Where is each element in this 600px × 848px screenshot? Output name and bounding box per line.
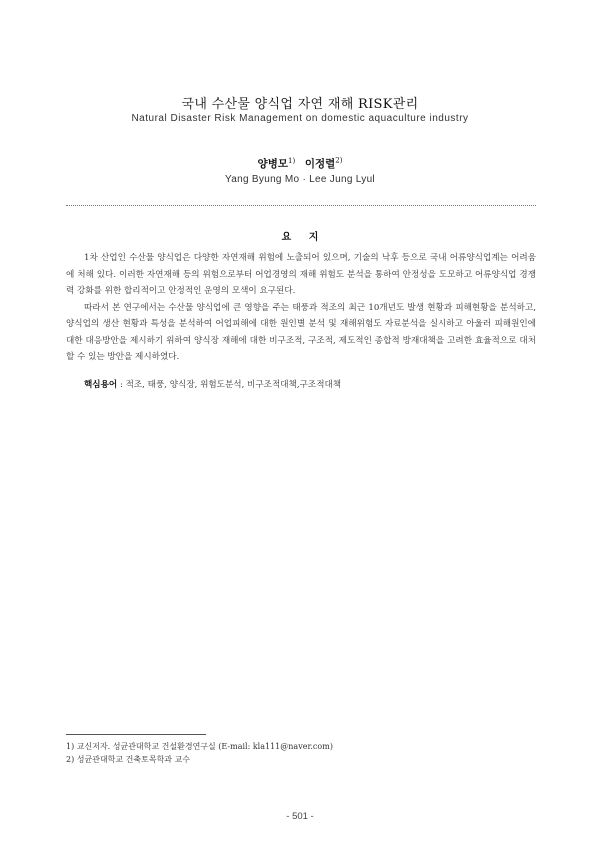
authors-korean [0,156,600,171]
dotted-divider [66,205,536,206]
abstract-body [66,250,536,366]
paper-title-english: Natural Disaster Risk Management on domestic aquaculture industry [131,113,469,124]
footnote-1: 1) 교신저자. 성균관대학교 건설환경연구실 (E-mail: kla111@naver.com) [66,742,333,751]
author-1 [258,158,302,170]
abstract-paragraph-1: 1차 산업인 수산물 양식업은 다양한 자연재해 위험에 노출되어 있으며, 기술의 낙후 등으로 국내 어류양식업계는 어려움에 처해 있다. 이러한 자연재해 등의 위험으로부터 어업경영의 재해 위험도 분석을 통하여 안정성을 도모하고 어류양식업 경쟁력 강화를 위한 합리적이고 안정적인 운영의 모색이 요구된다. [66,253,536,296]
abstract-heading: 요 지 [281,232,319,243]
keywords-separator: : [117,380,126,390]
footnote-rule [66,734,206,735]
author-1-footnote-mark[interactable]: 1) [287,156,296,165]
keywords-text: 적조, 태풍, 양식장, 위험도분석, 비구조적대책,구조적대책 [125,380,342,390]
footnotes [66,740,536,766]
footnote-2: 2) 성균관대학교 건축토목학과 교수 [66,755,191,764]
paper-title-korean: 국내 수산물 양식업 자연 재해 RISK관리 [181,97,419,112]
abstract-paragraph-2: 따라서 본 연구에서는 수산물 양식업에 큰 영향을 주는 태풍과 적조의 최근 10개년도 발생 현황과 피해현황을 분석하고, 양식업의 생산 현황과 특성을 분석하여 어업피해에 대한 원인별 분석 및 재해위험도 자료분석을 실시하고 아울러 피해원인에 대한 대응방안을 제시하기 위하여 양식장 재해에 대한 비구조적, 구조적, 제도적인 종합적 방재대책을 고려한 효율적으로 대처할 수 있는 방안을 제시하였다. [66,302,536,362]
keywords [84,378,544,390]
authors-english: Yang Byung Mo · Lee Jung Lyul [225,174,375,185]
author-2-footnote-mark[interactable]: 2) [335,156,343,165]
author-2 [305,158,343,170]
author-2-name: 이정렬 [304,158,336,170]
keywords-label: 핵심용어 [84,380,118,390]
page-number: - 501 - [286,811,314,822]
author-1-name: 양병모 [257,158,288,170]
